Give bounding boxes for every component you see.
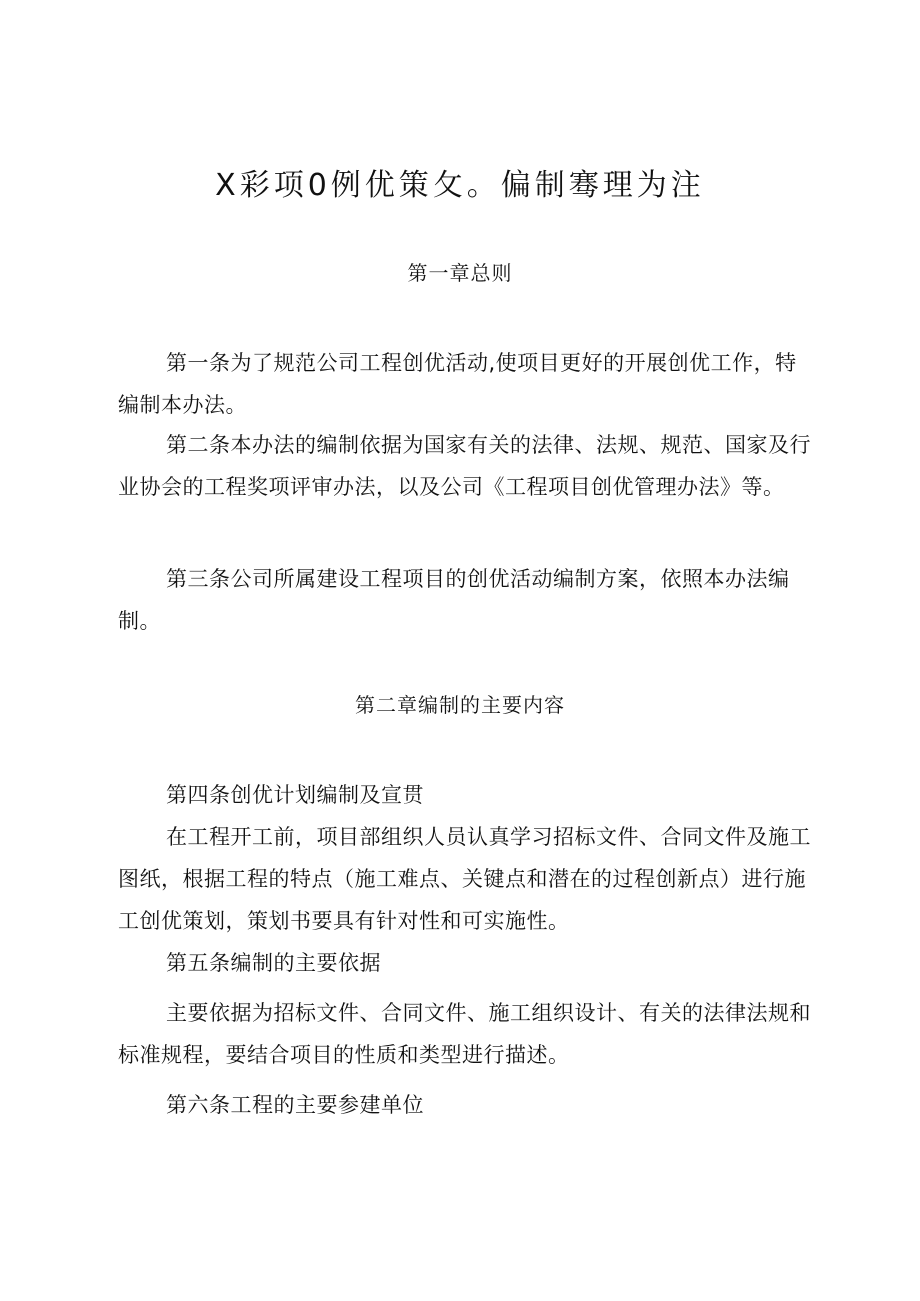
article-6-heading: 第六条工程的主要参建单位	[166, 1093, 424, 1117]
article-1-paragraph: 第一条为了规范公司工程创优活动,使项目更好的开展创优工作，特编制本办法。	[118, 351, 797, 417]
article-3-paragraph: 第三条公司所属建设工程项目的创优活动编制方案，依照本办法编制。	[118, 567, 790, 633]
article-4-heading: 第四条创优计划编制及宣贯	[166, 783, 424, 807]
chapter-2-heading: 第二章编制的主要内容	[355, 693, 565, 717]
document-title: X彩项0例优策攵。偏制骞理为注	[215, 168, 705, 203]
article-5-body: 主要依据为招标文件、合同文件、施工组织设计、有关的法律法规和标准规程，要结合项目的性质和类型进行描述。	[118, 1001, 811, 1067]
article-5-heading: 第五条编制的主要依据	[166, 951, 381, 975]
chapter-1-heading: 第一章总则	[407, 261, 513, 285]
article-4-body: 在工程开工前，项目部组织人员认真学习招标文件、合同文件及施工图纸，根据工程的特点（施工难点、关键点和潜在的过程创新点）进行施工创优策划，策划书要具有针对性和可实施性。	[118, 825, 811, 933]
article-2-paragraph: 第二条本办法的编制依据为国家有关的法律、法规、规范、国家及行业协会的工程奖项评审办法，以及公司《工程项目创优管理办法》等。	[118, 433, 811, 499]
